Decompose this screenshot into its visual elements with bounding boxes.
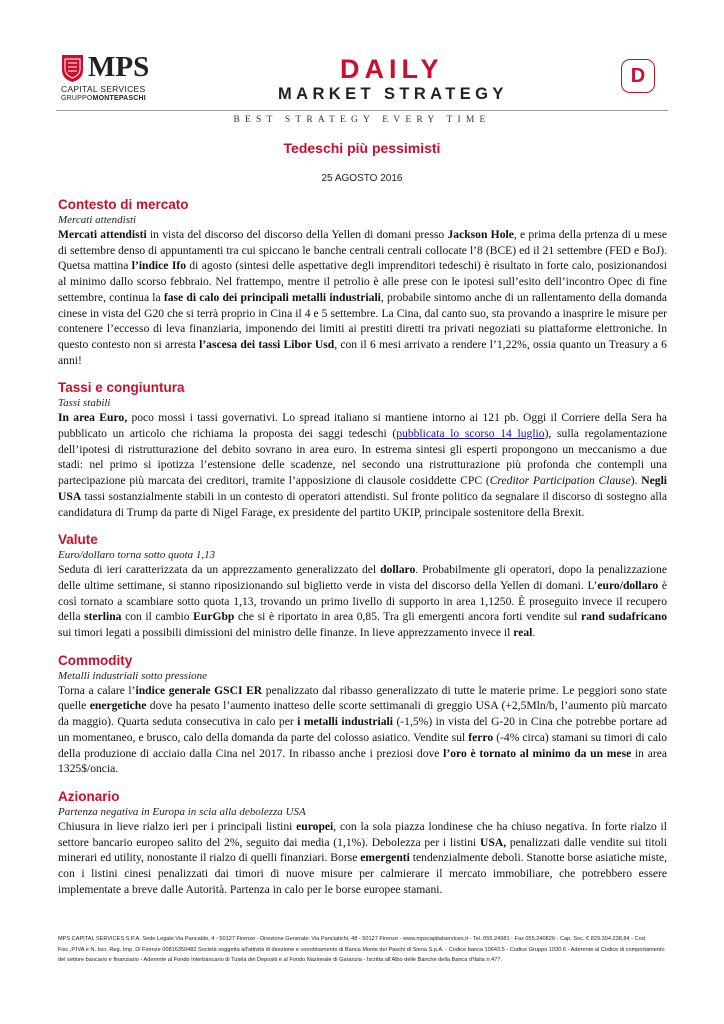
text-bold: i metalli industriali [297,715,393,729]
text: è così tornato a scambiare sotto quota 1,13, trovando un primo livello di supporto in area 1,1250. È proseguito invece il recupero della [58,578,668,624]
text-bold: USA, [480,835,507,849]
text: tassi sostanzialmente stabili in un contesto di operatori attendisti. Sul fronte politico da segnalare il discorso di sostegno alla candidatura di Trump da parte di Nigel Farage, ex presidente del partito UKIP, principale sostenitore della Brexit. [58,489,667,519]
text-bold: In area Euro, [58,411,128,425]
section-body [58,227,667,368]
text-bold: europei [296,819,334,833]
section-heading: Contesto di mercato [58,197,189,212]
text-bold: ferro [468,730,494,744]
text-bold: rand sudafricano [580,610,667,624]
section-subheading: Mercati attendisti [58,214,137,226]
text-bold: energetiche [89,699,147,713]
mps-seal-icon [60,53,85,83]
text-bold: Negli USA [58,474,668,503]
text-bold: real [513,626,533,640]
section-subheading: Metalli industriali sotto pressione [58,669,208,682]
section-heading: Commodity [58,652,133,668]
section-heading: Valute [58,532,98,548]
mps-logo [60,53,160,108]
section-commodity [58,652,667,777]
text: ), sulla regolamentazione dell’ipotesi di ristrutturazione del debito sovrano in area euro. In estrema sintesi gli esperti propongono un meccanismo a due stadi: nel primo si ipotizza l’estensione delle scadenze, nel secondo una ristrutturazione più profonda che contempli una partecipazione più marcata dei creditori, tramite l’apposizione di clausole cosiddette CPC ( [58,427,667,488]
text: penalizzati dalle vendite sui titoli minerari ed utility, nonostante il rialzo di quelli finanziari. Borse [58,835,667,865]
text: , con il 6 mesi arrivato a rendere l’1,22%, ossia quanto un Treasury a 6 anni! [58,337,667,367]
text-bold: Jackson Hole [447,228,514,241]
text: poco mossi i tassi governativi. Lo spread italiano si mantiene intorno ai 121 pb. Oggi il Corriere della Sera ha pubblicato un articolo che richiama la proposta dei saggi tedeschi ( [58,411,667,441]
text: . [532,626,536,640]
text: , probabile sintomo anche di un rallentamento della domanda cinese in vista del G20 che si terrà proprio in Cina il 4 e 5 settembre. La Cina, dal canto suo, sta provando a inasprire le misure per contenere l’eccesso di leva finanziaria, imponendo dei limiti ai prestiti diretti tra privati negoziati su piattaforme elettroniche. In questo contesto non si arresta [58,290,668,351]
logo-group-prefix: GRUPPO [61,95,93,102]
text-italic: Creditor Participation Clause [489,474,631,488]
text: penalizzato dal ribasso generalizzato di tutte le materie prime. Le peggiori sono state quelle [58,683,667,713]
daily-heading: DAILY [340,54,444,84]
text: Chiusura in lieve rialzo ieri per i principali listini [58,819,297,833]
text: (-4% circa) stamani su timori di calo della produzione di acciaio dalla Cina nel 2017. In ribasso anche i preziosi dove [58,730,667,760]
text: in vista del discorso del discorso della Yellen di domani presso [146,228,448,241]
text-bold: l’ascesa dei tassi Libor Usd [199,337,335,351]
text: Torna a calare l’ [58,683,136,697]
text-bold: Mercati attendisti [58,228,147,241]
main-content [58,196,667,909]
text: , con la sola piazza londinese che ha chiuso negativa. In forte rialzo il settore bancario europeo salito del 2%, seguito dai media (1,1%). Debolezza per i listini [58,819,667,849]
section-valute [58,531,667,641]
text: che si è riportato in area 0,85. Tra gli emergenti ancora forti vendite sul [234,610,581,624]
market-strategy-heading: MARKET STRATEGY [278,85,508,103]
text: Seduta di ieri caratterizzata da un apprezzamento generalizzato del [58,563,381,577]
text-bold: euro/dollaro [597,578,659,592]
text-bold: emergenti [360,851,410,865]
section-contesto [58,196,667,368]
article-link[interactable]: pubblicata lo scorso 14 luglio [396,427,545,441]
section-azionario [58,788,667,898]
section-body [58,819,667,898]
text-bold: EurGbp [193,610,235,624]
text: con il cambio [121,610,194,624]
text-bold: l’indice Ifo [131,259,186,273]
logo-subtitle: CAPITAL SERVICES [61,84,146,94]
section-heading: Azionario [58,788,120,804]
section-subheading: Tassi stabili [58,397,111,410]
text-bold: l’oro è tornato al minimo da un mese [443,746,632,760]
legal-footer: MPS CAPITAL SERVICES S.P.A. Sede Legale:Via Pancaldo, 4 - 50127 Firenze - Direzione Generale: Via Panciatichi, 48 - 50127 Firenze - www.mpscapitalservices.it - Tel. 055.24981 - Fax 055.240826 - Cap. Soc. € 829.304.238,84 - Cod. Fisc.,P.IVA e N. Iscr. Reg. Imp. Di Firenze 00816350482 Società soggetta all'attività di direzione e coordinamento di Banca Monte dei Paschi di Siena S.p.A. - Codice banca 10643.5 - Codice Gruppo 1030.6 - Aderente al Codice di comportamento del settore bancario e finanziario - Aderente al Fondo Interbancario di Tutela dei Depositi e al Fondo Nazionale di Garanzia - Iscritta all'Albo delle Banche della Banca d'Italia n.477. [58,936,665,963]
document-title: Tedeschi più pessimisti [283,140,441,156]
section-body [58,410,667,520]
text-bold: indice generale GSCI ER [135,683,263,697]
header-divider [56,110,668,111]
text-bold: sterlina [84,610,122,624]
text: ). [630,474,642,488]
text-bold: fase di calo dei principali metalli industriali [163,290,381,304]
text: . Probabilmente gli operatori, dopo la penalizzazione delle ultime settimane, si stanno riposizionando sul biglietto verde in vista del discorso della Yellen di domani. L’ [58,563,667,592]
daily-badge: D [621,59,655,93]
section-subheading: Partenza negativa in Europa in scia alla debolezza USA [58,805,306,818]
section-heading: Tassi e congiuntura [58,380,185,396]
logo-wordmark: MPS [88,51,150,83]
section-subheading: Euro/dollaro torna sotto quota 1,13 [58,549,216,562]
text: dove ha pesato l’aumento inatteso delle scorte settimanali di greggio USA (+2,5Mln/b, l’aumento più marcato da maggio). Quarta seduta consecutiva in calo per [58,699,667,729]
text: , e prima della prtenza di u mese di settembre denso di appuntamenti tra cui spiccano le banche centrali centrali collocate l’8 (BCE) ed il 21 settembre (FED e BoJ). Quetsa mattina [58,228,667,273]
section-body [58,683,667,777]
tagline: BEST STRATEGY EVERY TIME [233,115,491,125]
logo-group-name: MONTEPASCHI [92,95,146,102]
text: in area 1325$/oncia. [58,746,667,776]
section-body [58,562,667,641]
section-tassi [58,379,667,520]
text: sui timori legati a possibili dimissioni del ministro delle finanze. In lieve apprezzamento invece il [58,626,514,640]
document-date: 25 AGOSTO 2016 [321,173,403,184]
text-bold: dollaro [380,563,416,577]
text: tendenzialmente deboli. Stanotte borse asiatiche miste, con i listini cinesi penalizzati dai timori di nuove misure per calmierare il mercato immobiliare, che potrebbero essere implementate a breve dalle Autorità. Partenza in calo per le borse europee stamani. [58,851,668,896]
logo-group [61,95,146,102]
text: (-1,5%) in vista del G-20 in Cina che potrebbe portare ad un momentaneo, e brusco, calo della domanda da parte del colosso asiatico. Vendite sul [58,715,668,744]
text: di agosto (sintesi delle aspettative degli imprenditori tedeschi) è risultato in forte calo, posizionandosi al minimo dallo scorso febbraio. Nel frattempo, mentre il petrolio è alle prese con le ipotesi sull’esito dell’incontro Opec di fine settembre, continua la [58,259,667,304]
